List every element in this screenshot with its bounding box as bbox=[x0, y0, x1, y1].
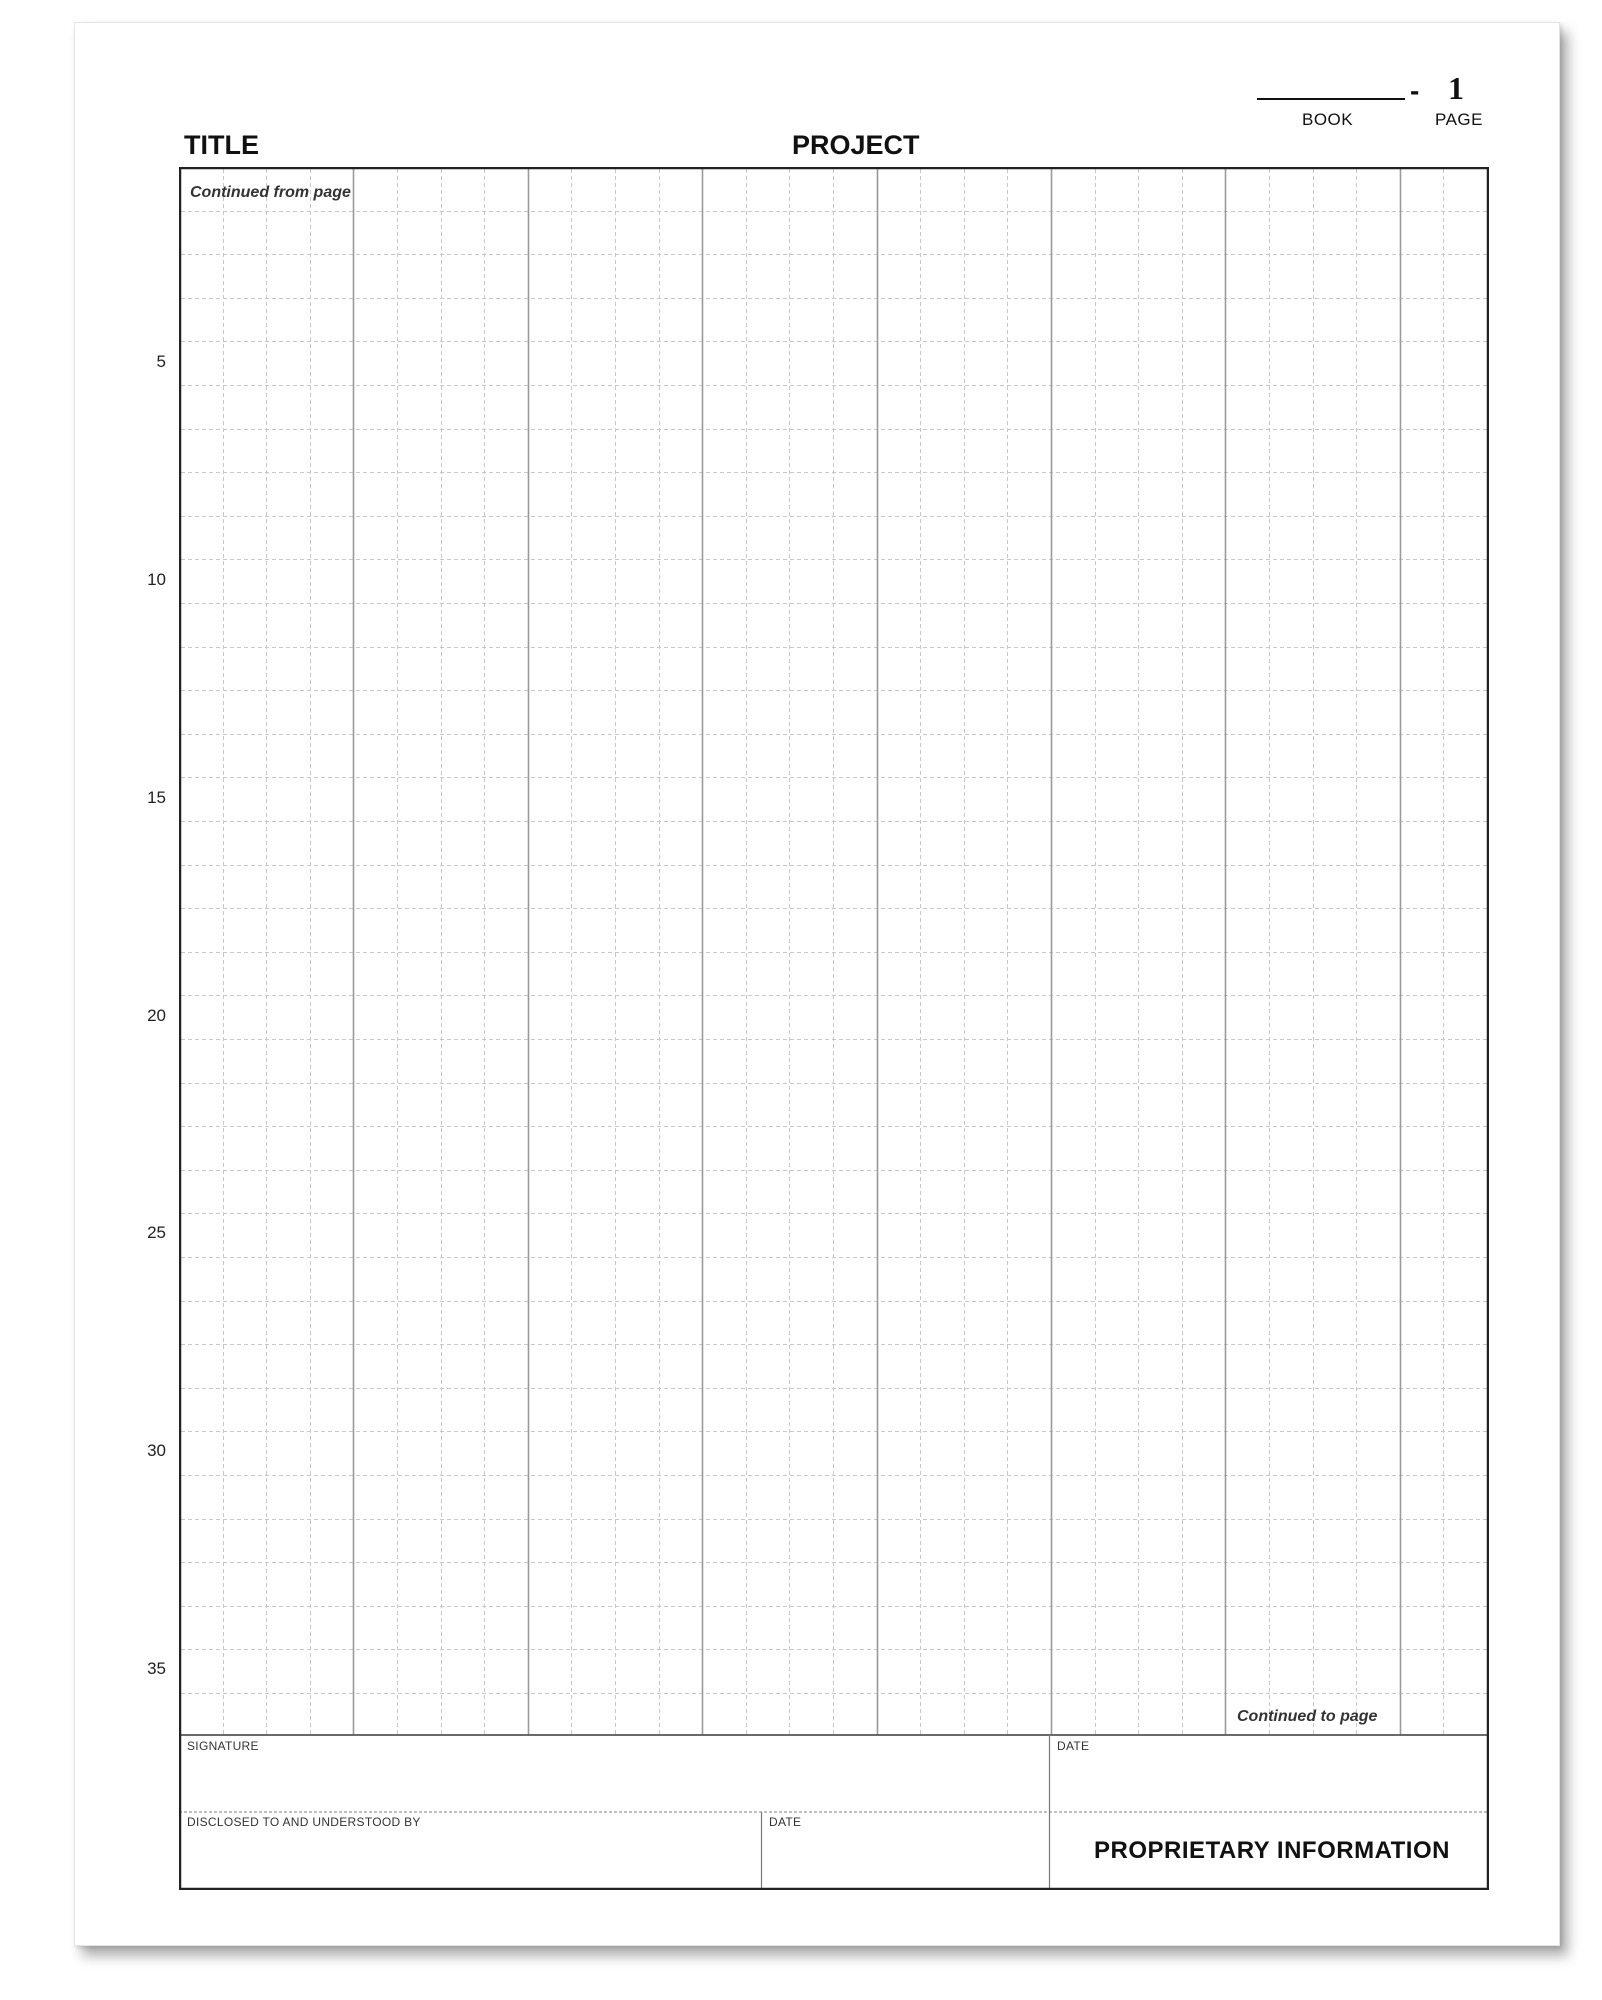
line-number-15: 15 bbox=[147, 788, 166, 807]
signature-date-field[interactable] bbox=[1051, 1737, 1487, 1811]
line-number-5: 5 bbox=[156, 352, 166, 371]
outer-border bbox=[180, 168, 1488, 1889]
continued-to-page-label: Continued to page bbox=[1237, 1708, 1378, 1725]
graph-grid bbox=[179, 167, 1489, 1890]
book-number-line[interactable] bbox=[1257, 98, 1405, 100]
continued-from-page-label: Continued from page bbox=[190, 184, 351, 201]
signature-field[interactable] bbox=[181, 1737, 1049, 1811]
book-label: BOOK bbox=[1302, 110, 1354, 129]
writing-area[interactable] bbox=[179, 167, 1489, 1890]
line-number-25: 25 bbox=[147, 1223, 166, 1242]
signature-date-label: DATE bbox=[1057, 1739, 1090, 1753]
title-label: TITLE bbox=[184, 130, 259, 160]
disclosed-date-field[interactable] bbox=[763, 1813, 1049, 1887]
proprietary-information-label: PROPRIETARY INFORMATION bbox=[1094, 1837, 1450, 1864]
disclosed-field[interactable] bbox=[181, 1813, 761, 1887]
disclosed-label: DISCLOSED TO AND UNDERSTOOD BY bbox=[187, 1815, 421, 1829]
line-number-35: 35 bbox=[147, 1659, 166, 1678]
page-label: PAGE bbox=[1435, 110, 1483, 129]
grid-minor-lines bbox=[181, 169, 1487, 1735]
line-number-20: 20 bbox=[147, 1006, 166, 1025]
project-label: PROJECT bbox=[792, 130, 920, 160]
disclosed-date-label: DATE bbox=[769, 1815, 802, 1829]
book-page-separator: - bbox=[1410, 75, 1420, 106]
page-number: 1 bbox=[1448, 70, 1464, 106]
signature-label: SIGNATURE bbox=[187, 1739, 259, 1753]
line-number-30: 30 bbox=[147, 1441, 166, 1460]
line-number-10: 10 bbox=[147, 570, 166, 589]
